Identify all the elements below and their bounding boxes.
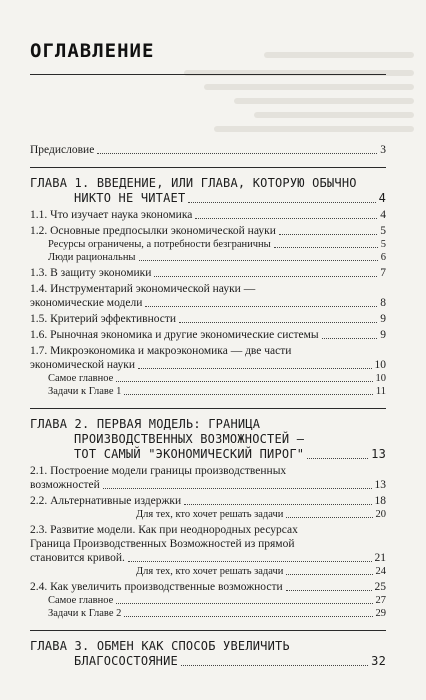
toc-subentry-2-tasks[interactable]: Задачи к Главе 2 29 <box>48 608 386 619</box>
toc-entry-1-3[interactable]: 1.3. В защиту экономики 7 <box>30 267 386 279</box>
toc-entry-1-5[interactable]: 1.5. Критерий эффективности 9 <box>30 313 386 325</box>
toc-entry-1-4[interactable]: 1.4. Инструментарий экономической науки — экономические модели 8 <box>30 283 386 309</box>
toc-entry-1-2[interactable]: 1.2. Основные предпосылки экономической науки 5 <box>30 225 386 237</box>
toc-entry-2-2[interactable]: 2.2. Альтернативные издержки 18 <box>30 495 386 507</box>
toc-entry-1-7[interactable]: 1.7. Микроэкономика и макроэкономика — две части экономической науки 10 <box>30 345 386 371</box>
chapter-separator <box>30 630 386 631</box>
toc-page <box>26 40 386 669</box>
toc-subentry-2-3-problems[interactable]: Для тех, кто хочет решать задачи 24 <box>136 566 386 577</box>
toc-subentry-2-summary[interactable]: Самое главное 27 <box>48 595 386 606</box>
toc-subentry-1-summary[interactable]: Самое главное 10 <box>48 373 386 384</box>
chapter-separator <box>30 167 386 168</box>
toc-subentry-2-2-problems[interactable]: Для тех, кто хочет решать задачи 20 <box>136 509 386 520</box>
toc-chapter-1[interactable]: ГЛАВА 1. ВВЕДЕНИЕ, ИЛИ ГЛАВА, КОТОРУЮ ОБЫЧНО НИКТО НЕ ЧИТАЕТ 4 <box>30 176 386 205</box>
toc-entry-1-1[interactable]: 1.1. Что изучает наука экономика 4 <box>30 209 386 221</box>
toc-subentry-1-2-resources[interactable]: Ресурсы ограничены, а потребности безграничны 5 <box>48 239 386 250</box>
toc-entry-2-4[interactable]: 2.4. Как увеличить производственные возможности 25 <box>30 581 386 593</box>
chapter-separator <box>30 408 386 409</box>
title-rule <box>30 74 386 75</box>
toc-subentry-1-tasks[interactable]: Задачи к Главе 1 11 <box>48 386 386 397</box>
toc-entry-2-3[interactable]: 2.3. Развитие модели. Как при неоднородных ресурсах Граница Производственных Возможностей из прямой становится кривой. 21 <box>30 524 386 564</box>
toc-title: ОГЛАВЛЕНИЕ <box>30 40 155 62</box>
toc-entry-1-6[interactable]: 1.6. Рыночная экономика и другие экономические системы 9 <box>30 329 386 341</box>
toc-chapter-3[interactable]: ГЛАВА 3. ОБМЕН КАК СПОСОБ УВЕЛИЧИТЬ БЛАГОСОСТОЯНИЕ 32 <box>30 639 386 668</box>
toc-chapter-2[interactable]: ГЛАВА 2. ПЕРВАЯ МОДЕЛЬ: ГРАНИЦА ПРОИЗВОДСТВЕННЫХ ВОЗМОЖНОСТЕЙ — ТОТ САМЫЙ "ЭКОНОМИЧЕСКИЙ ПИРОГ" 13 <box>30 417 386 461</box>
toc-subentry-1-2-rational[interactable]: Люди рациональны 6 <box>48 252 386 263</box>
toc-entry-2-1[interactable]: 2.1. Построение модели границы производственных возможностей 13 <box>30 465 386 491</box>
toc-entry-preface[interactable]: Предисловие 3 <box>30 144 386 156</box>
